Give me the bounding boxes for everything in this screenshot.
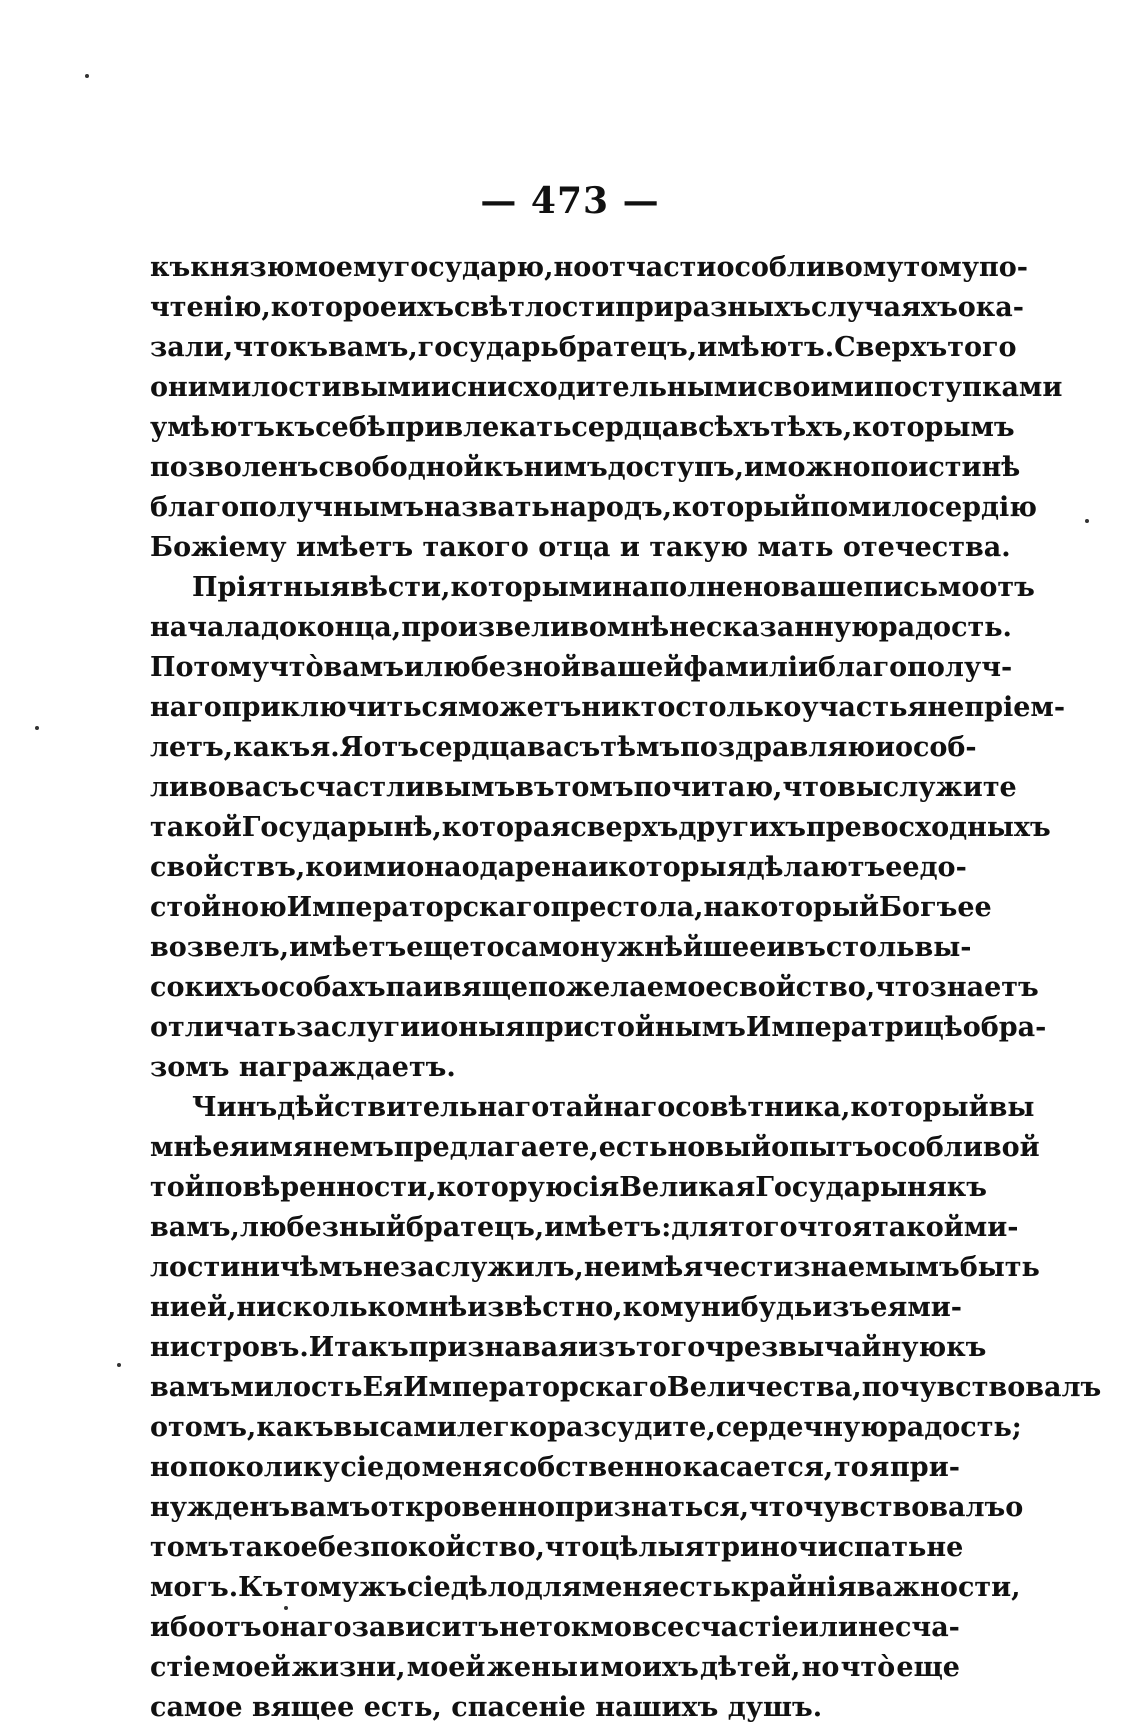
- text-line: ливо васъ счастливымъ въ томъ почитаю, что вы служите: [150, 772, 1017, 803]
- print-speck: [35, 726, 39, 730]
- text-line: о томъ, какъ вы сами легко разсудите, сердечную радость;: [150, 1412, 1022, 1443]
- text-line: ибо отъ онаго зависитъ не токмо все счастіе или несча-: [150, 1612, 960, 1643]
- text-line: къ князю моему государю, но отчасти особливому тому по-: [150, 252, 1028, 283]
- page-number: — 473 —: [480, 180, 660, 222]
- text-line: нистровъ. И такъ признавая изъ того чрезвычайную къ: [150, 1332, 987, 1363]
- text-line: наго приключиться можетъ никто столько участья не пріем-: [150, 692, 1066, 723]
- text-line: они милостивыми и снисходительными своими поступками: [150, 372, 1063, 403]
- paragraph: [150, 1088, 1102, 1728]
- text-line: такой Государынѣ, которая сверхъ другихъ превосходныхъ: [150, 812, 1051, 843]
- text-line: той повѣренности, которую сія Великая Государыня къ: [150, 1172, 987, 1203]
- text-line: самое вящее есть, спасеніе нашихъ душъ.: [150, 1692, 823, 1723]
- text-line: Божіему имѣетъ такого отца и такую мать отечества.: [150, 532, 1011, 563]
- text-line: летъ, какъ я. Я отъ сердца васъ тѣмъ поздравляю и особ-: [150, 732, 977, 763]
- text-line: но поколику сіе до меня собственно касается, то я при-: [150, 1452, 960, 1483]
- print-speck: [85, 74, 89, 78]
- body-text: [150, 248, 1102, 1728]
- text-line: Чинъ дѣйствительнаго тайнаго совѣтника, который вы: [192, 1092, 1035, 1123]
- print-speck: [1085, 519, 1089, 523]
- paragraph: [150, 568, 1066, 1088]
- text-line: свойствъ, коими она одарена и которыя дѣлаютъ ее до-: [150, 852, 967, 883]
- text-line: стіе моей жизни, моей жены и моихъ дѣтей, но что̀ еще: [150, 1652, 960, 1683]
- text-line: благополучнымъ назвать народъ, который по милосердію: [150, 492, 1037, 523]
- print-speck: [284, 1606, 288, 1610]
- text-line: отличать заслуги и оныя пристойнымъ Императрицѣ обра-: [150, 1012, 1047, 1043]
- text-line: зомъ награждаетъ.: [150, 1052, 456, 1083]
- text-line: ни ей, ни сколько мнѣ извѣстно, кому нибудь изъ ея ми-: [150, 1292, 963, 1323]
- text-line: лости ничѣмъ не заслужилъ, не имѣя чести знаемымъ быть: [150, 1252, 1040, 1283]
- text-line: стойною Императорскаго престола, на который Богъ ее: [150, 892, 992, 923]
- text-line: могъ. Къ томужъ сіе дѣло для меня есть крайнія важности,: [150, 1572, 1021, 1603]
- text-line: мнѣ ея имянемъ предлагаете, есть новый опытъ особливой: [150, 1132, 1040, 1163]
- text-line: томъ такое безпокойство, что цѣлыя три ночи спать не: [150, 1532, 964, 1563]
- text-line: нужденъ вамъ откровенно признаться, что чувствовалъ о: [150, 1492, 1024, 1523]
- text-line: начала до конца, произвели во мнѣ несказанную радость.: [150, 612, 1012, 643]
- text-line: вамъ милость Ея Императорскаго Величества, почувствовалъ: [150, 1372, 1102, 1403]
- print-speck: [117, 1363, 121, 1367]
- text-line: чтенію, которое ихъ свѣтлости при разныхъ случаяхъ ока-: [150, 292, 1025, 323]
- text-line: По тому что̀ вамъ и любезной вашей фамиліи благополуч-: [150, 652, 1013, 683]
- text-line: зали, что къ вамъ, государь братецъ, имѣютъ. Сверхъ того: [150, 332, 1017, 363]
- paragraph: [150, 248, 1063, 568]
- text-line: вамъ, любезный братецъ, имѣетъ: для того что я такой ми-: [150, 1212, 1019, 1243]
- text-line: сокихъ особахъ паивяще пожелаемое свойство, что знаетъ: [150, 972, 1039, 1003]
- text-line: умѣютъ къ себѣ привлекать сердца всѣхъ тѣхъ, которымъ: [150, 412, 1015, 443]
- text-line: Пріятныя вѣсти, которыми наполнено ваше письмо отъ: [192, 572, 1035, 603]
- text-line: возвелъ, имѣетъ еще то самонужнѣйшее и въ столь вы-: [150, 932, 972, 963]
- text-line: позволенъ свободной къ нимъ доступъ, и можно по истинѣ: [150, 452, 1021, 483]
